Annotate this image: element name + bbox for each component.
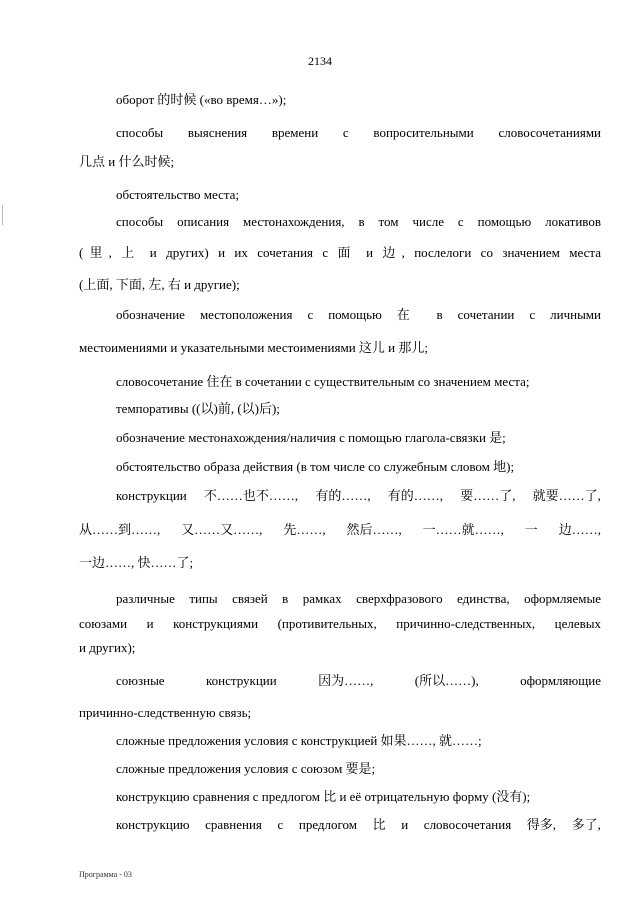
conj-item: 因为……, (318, 673, 374, 688)
comparison-item: словосочетания (423, 817, 512, 832)
comparison-item: с (277, 817, 284, 832)
text-line: причинно-следственную связь; (79, 705, 252, 720)
text-line: 一边……, 快……了; (79, 555, 194, 570)
construction-item: 要……了, (460, 488, 516, 503)
comparison-item: сравнения (205, 817, 262, 832)
conj-item: конструкции (205, 673, 277, 688)
comparison-item: 多了, (571, 817, 601, 832)
text-line: обстоятельство места; (116, 187, 240, 202)
comparison-item: конструкцию (116, 817, 190, 832)
text-line: 几点 и 什么时候; (79, 154, 175, 169)
page-number: 2134 (308, 54, 332, 68)
construction-item: 然后……, (346, 522, 402, 537)
construction-item: 先……, (283, 522, 326, 537)
conjunction-row (116, 673, 601, 689)
conj-item: оформляющие (520, 673, 601, 688)
conj-item: союзные (116, 673, 165, 688)
text-line: конструкцию сравнения с предлогом 比 и её отрицательную форму (没有); (116, 789, 531, 804)
construction-item: 有的……, (315, 488, 371, 503)
constructions-row-1 (116, 488, 601, 504)
comparison-item: предлогом (298, 817, 358, 832)
text-line: способы описания местонахождения, в том числе с помощью локативов (116, 214, 601, 229)
construction-item: конструкции (116, 488, 187, 503)
comparison-item: и (401, 817, 409, 832)
construction-item: 又……又……, (181, 522, 263, 537)
text-line: различные типы связей в рамках сверхфразового единства, оформляемые (116, 591, 601, 606)
text-line: сложные предложения условия с союзом 要是; (116, 761, 376, 776)
scan-artifact (2, 205, 3, 225)
text-line: и других); (79, 640, 136, 655)
text-line: обозначение местонахождения/наличия с помощью глагола-связки 是; (116, 430, 506, 445)
construction-item: 一 (524, 522, 538, 537)
text-line: сложные предложения условия с конструкцией 如果……, 就……; (116, 733, 482, 748)
construction-item: 就要……了, (532, 488, 601, 503)
text-line: (上面, 下面, 左, 右 и другие); (79, 277, 240, 292)
comparison-row (116, 817, 601, 833)
text-line: оборот 的时候 («во время…»); (116, 92, 287, 107)
footer-label: Программа - 03 (79, 870, 132, 879)
text-line: темпоративы ((以)前, (以)后); (116, 401, 280, 416)
text-line: обстоятельство образа действия (в том числе со служебным словом 地); (116, 459, 515, 474)
construction-item: 有的……, (387, 488, 444, 503)
construction-item: 不……也不……, (203, 488, 299, 503)
construction-item: 一……就……, (422, 522, 504, 537)
constructions-row-2 (79, 522, 601, 538)
conj-item: (所以……), (414, 673, 479, 688)
comparison-item: 得多, (526, 817, 557, 832)
text-line: обозначение местоположения с помощью 在 в сочетании с личными (116, 307, 601, 322)
construction-item: 边……, (558, 522, 601, 537)
text-line: способы выяснения времени с вопросительными словосочетаниями (116, 125, 601, 140)
comparison-item: 比 (372, 817, 386, 832)
text-line: (里, 上 и других) и их сочетания с 面 и 边, послелоги со значением места (79, 245, 601, 260)
text-line: местоимениями и указательными местоимениями 这儿 и 那儿; (79, 340, 428, 355)
text-line: словосочетание 住在 в сочетании с существительным со значением места; (116, 374, 530, 389)
text-line: союзами и конструкциями (противительных, причинно-следственных, целевых (79, 616, 601, 631)
construction-item: 从……到……, (79, 522, 161, 537)
